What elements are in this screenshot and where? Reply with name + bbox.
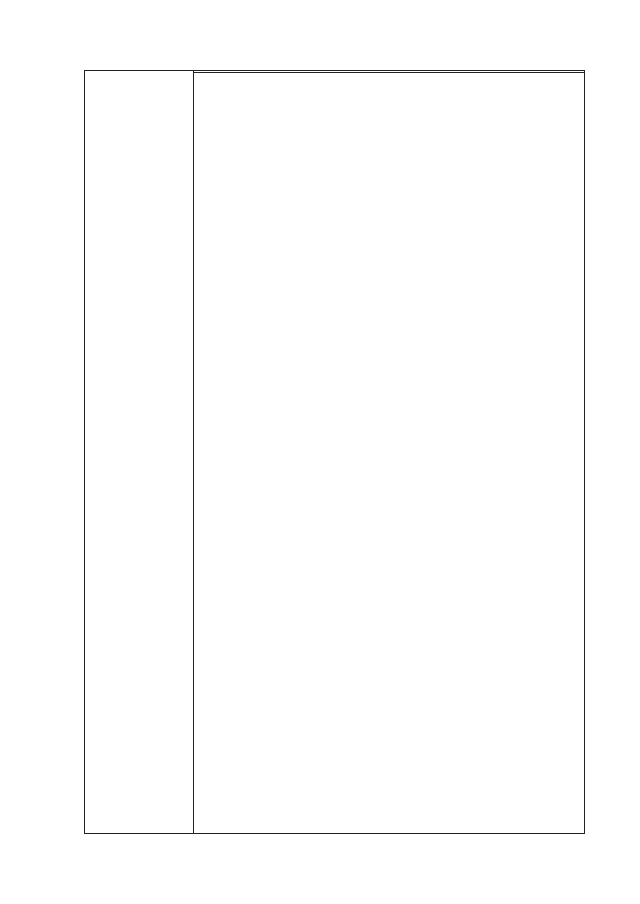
- table-right-cell: [194, 71, 584, 833]
- document-table: [84, 70, 585, 834]
- table-left-cell: [85, 71, 194, 833]
- row-divider: [194, 72, 584, 73]
